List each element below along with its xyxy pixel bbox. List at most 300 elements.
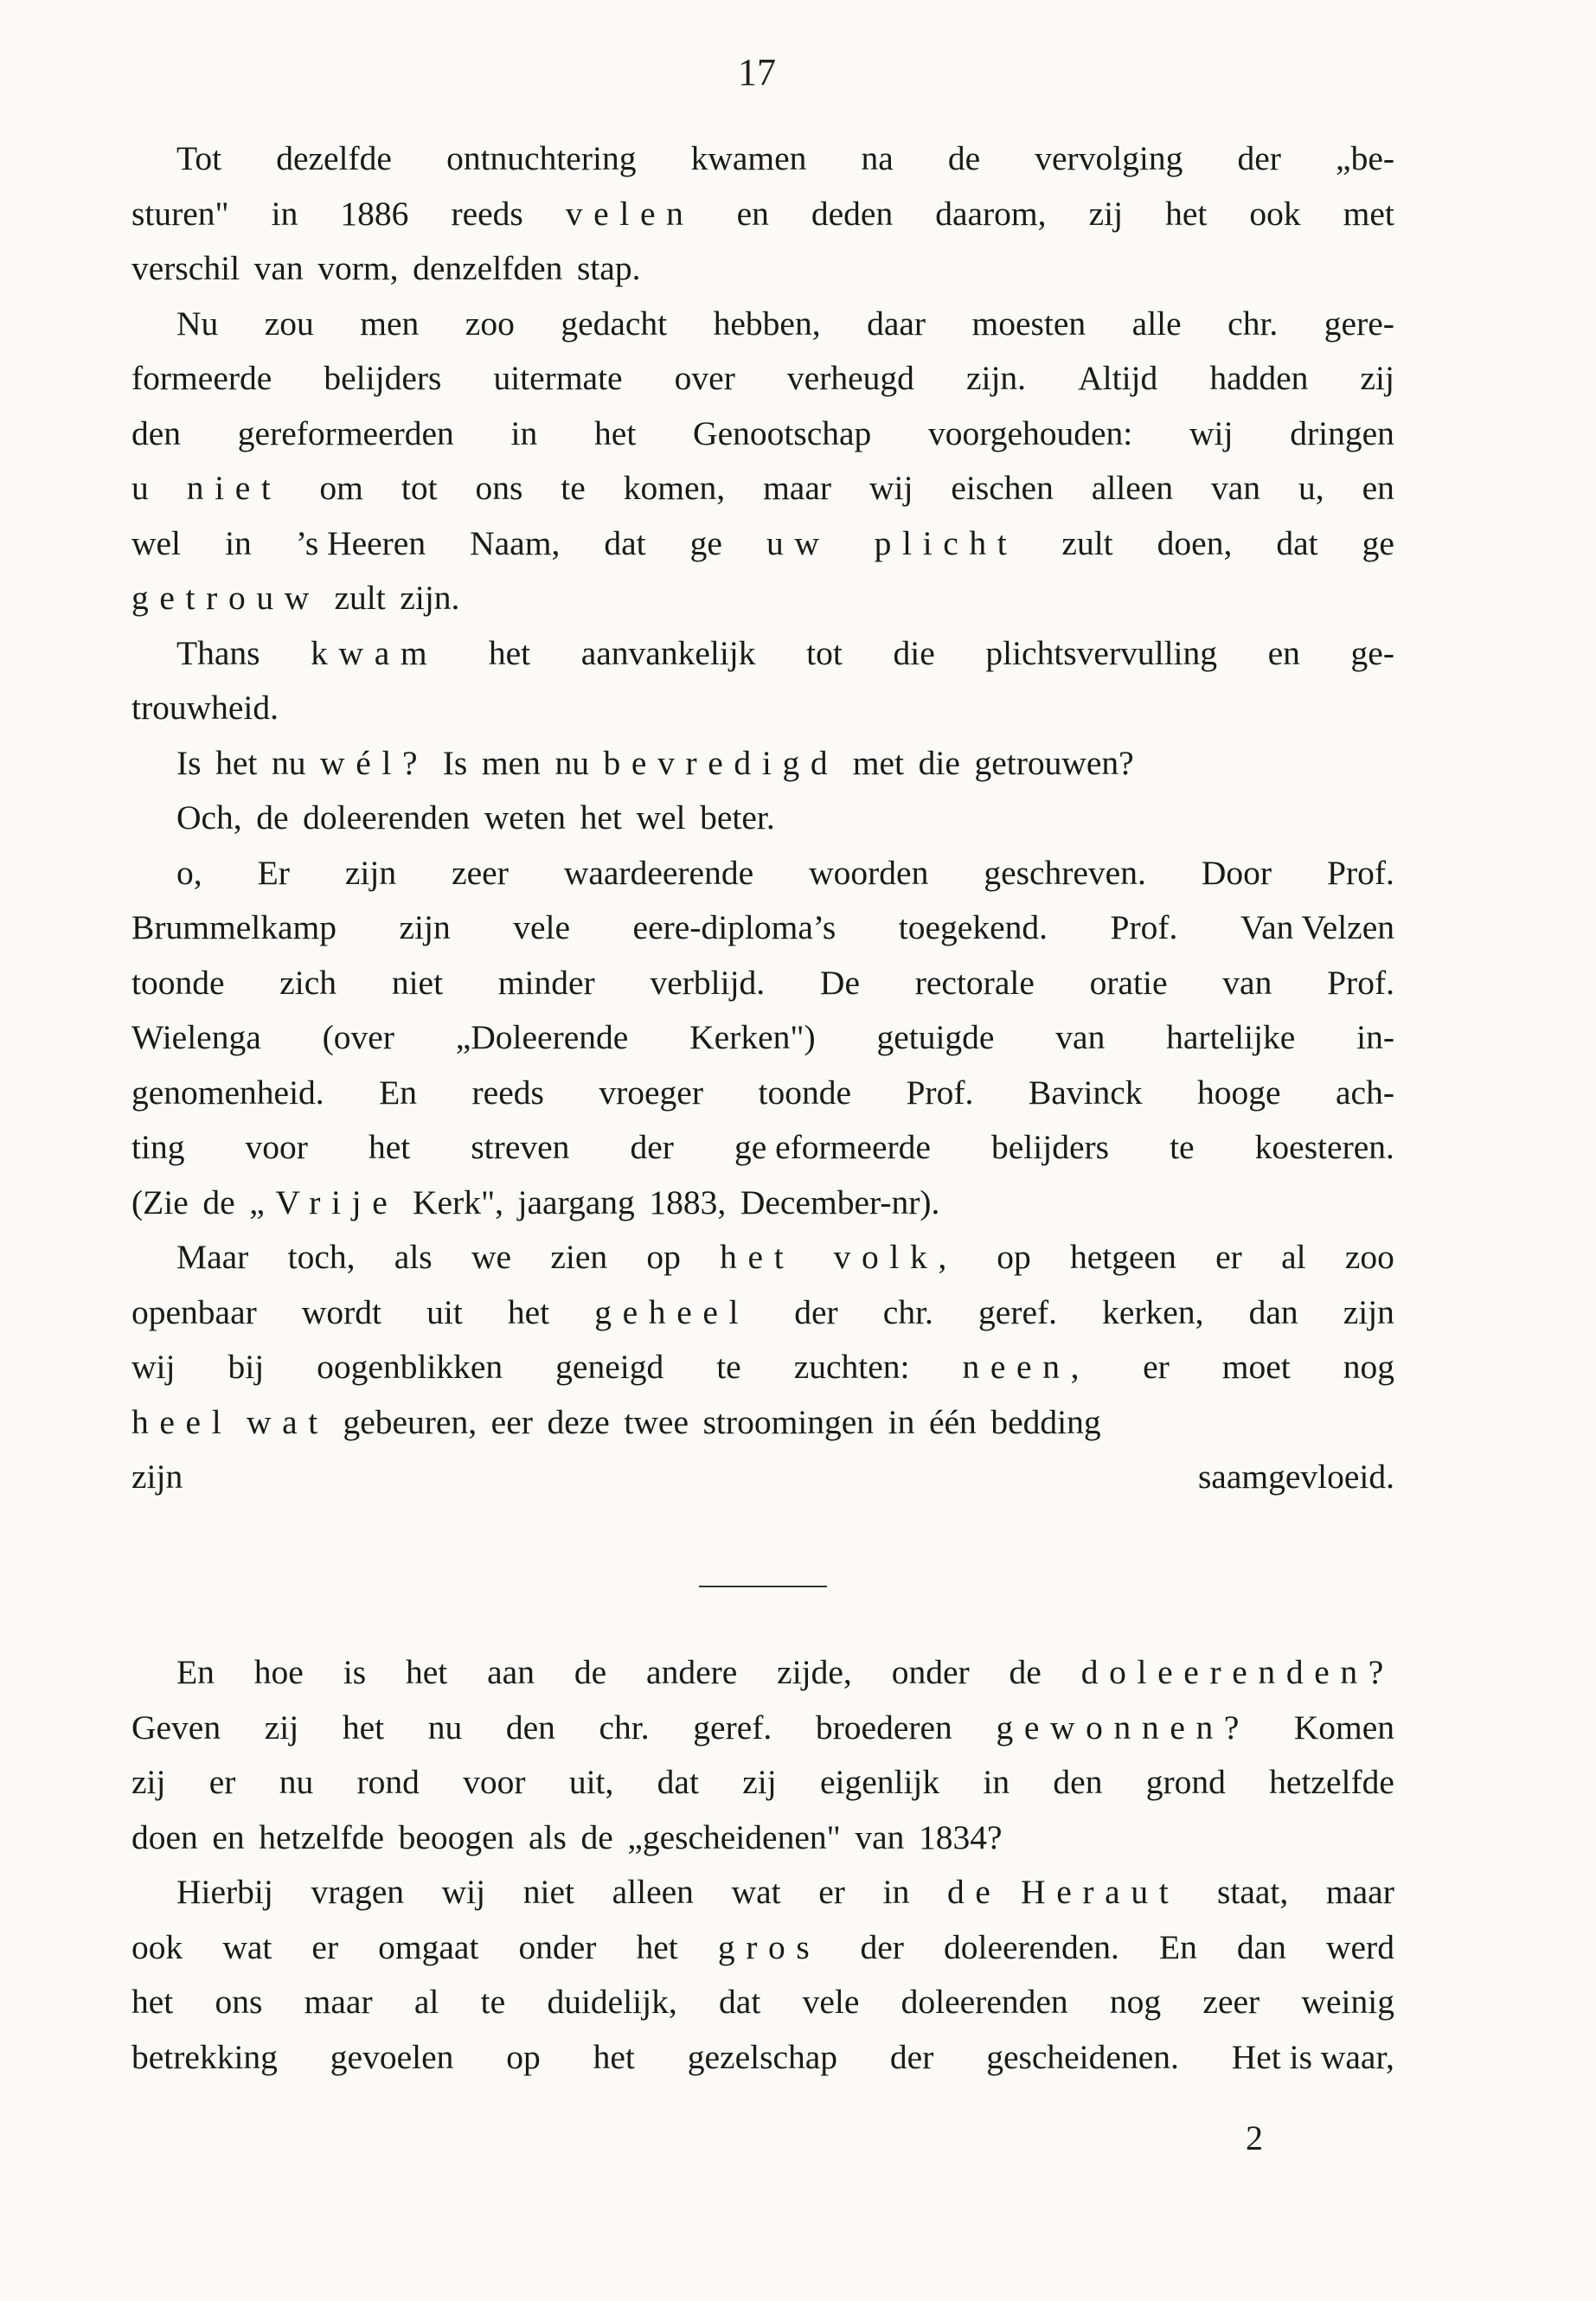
word: zien	[550, 1238, 608, 1276]
word: dringen	[1290, 413, 1394, 452]
text-line	[131, 1645, 1394, 1701]
word: moesten	[971, 304, 1086, 343]
word: twee	[624, 1402, 689, 1441]
word: woorden	[809, 853, 929, 892]
word: alleen	[612, 1873, 694, 1911]
word: ’s Heeren	[295, 523, 426, 562]
word: waardeerende	[563, 853, 754, 892]
word: maar	[304, 1983, 373, 2021]
word: dat	[604, 523, 646, 562]
word: geref.	[978, 1292, 1058, 1331]
word: wat	[222, 1927, 272, 1966]
word: zult	[334, 579, 386, 617]
word: Wielenga	[131, 1018, 261, 1056]
word: aanvankelijk	[580, 633, 756, 672]
word: men	[481, 743, 541, 782]
text-line	[131, 901, 1394, 956]
word: ting	[131, 1128, 185, 1166]
word: het	[507, 1292, 550, 1331]
word: in	[510, 413, 538, 452]
word: wel	[131, 523, 182, 562]
word: het	[405, 1653, 448, 1691]
word: en	[212, 1817, 245, 1856]
word: zijn.	[400, 579, 460, 617]
word: rectorale	[914, 963, 1035, 1002]
word: één	[928, 1402, 977, 1441]
word: in	[271, 194, 298, 233]
word: saamgevloeid.	[1197, 1458, 1394, 1496]
word: die	[918, 743, 960, 782]
page-number: 17	[738, 51, 776, 93]
word: komen,	[623, 469, 726, 507]
word: het	[342, 1708, 385, 1747]
word: Tot	[176, 139, 222, 177]
word: is	[343, 1653, 367, 1691]
word: chr.	[599, 1708, 650, 1747]
word: reeds	[451, 194, 523, 233]
word: geschreven.	[984, 853, 1146, 892]
word: zijn	[399, 908, 451, 946]
word: het	[580, 798, 622, 836]
word: daar	[867, 304, 926, 343]
word: „be-	[1336, 139, 1394, 177]
word: wordt	[301, 1292, 381, 1331]
word: nu	[271, 743, 306, 782]
word: ge-	[1350, 633, 1394, 672]
word: met	[1343, 194, 1394, 233]
word: hoe	[253, 1653, 304, 1691]
word: plicht	[874, 523, 1018, 562]
word: hadden	[1209, 359, 1309, 397]
word: eigenlijk	[819, 1763, 940, 1801]
word: toonde	[131, 963, 225, 1002]
word: op	[997, 1238, 1031, 1276]
word: wij	[1189, 413, 1234, 452]
word: hetzelfde	[1269, 1763, 1394, 1801]
word: alle	[1131, 304, 1182, 343]
word: Is	[442, 743, 468, 782]
word: het	[636, 1927, 678, 1966]
word: vervolging	[1035, 139, 1183, 177]
text-line	[131, 241, 1394, 297]
word: het	[131, 1983, 174, 2021]
word: der	[1237, 139, 1281, 177]
word: niet	[522, 1873, 574, 1911]
word: zijn	[344, 853, 397, 892]
word: Prof.	[1327, 853, 1394, 892]
text-line	[131, 2030, 1394, 2086]
word: geneigd	[555, 1348, 664, 1386]
word: dezelfde	[276, 139, 392, 177]
word: uit	[426, 1292, 463, 1331]
word: gescheidenen.	[986, 2037, 1179, 2076]
word: uitermate	[493, 359, 623, 397]
text-line	[131, 461, 1394, 516]
word: genomenheid.	[131, 1073, 324, 1112]
word: ons	[475, 469, 523, 507]
word: gros	[717, 1927, 821, 1966]
word: in	[983, 1763, 1010, 1801]
word: Och,	[176, 798, 242, 836]
text-line	[131, 571, 1394, 626]
word: ge eformeerde	[734, 1128, 931, 1166]
word: onder	[518, 1927, 597, 1966]
word: Prof.	[1110, 908, 1178, 946]
word: doleerenden	[303, 798, 471, 836]
word: sturen"	[131, 194, 229, 233]
word: weten	[484, 798, 567, 836]
signature-mark: 2	[1246, 2118, 1263, 2157]
word: u	[131, 469, 149, 507]
text-line	[131, 1450, 1394, 1505]
word: daarom,	[935, 194, 1047, 233]
word: beter.	[700, 798, 775, 836]
word: stap.	[576, 249, 641, 287]
word: gebeuren,	[343, 1402, 478, 1441]
word: rond	[356, 1763, 420, 1801]
word: beoogen	[398, 1817, 515, 1856]
word: en	[1267, 633, 1300, 672]
text-line	[131, 1975, 1394, 2030]
word: der	[794, 1292, 838, 1331]
word: uw	[766, 523, 830, 562]
word: over	[674, 359, 735, 397]
word: verblijd.	[650, 963, 766, 1002]
word: Nu	[176, 304, 219, 343]
text-line	[131, 626, 1394, 682]
word: Thans	[176, 633, 260, 672]
word: die	[893, 633, 935, 672]
word: Altijd	[1078, 359, 1158, 397]
word: zoo	[1344, 1238, 1394, 1276]
text-section-1	[131, 131, 1394, 1505]
word: te	[480, 1983, 506, 2021]
word: dat	[1276, 523, 1318, 562]
text-line	[131, 351, 1394, 407]
word: neen,	[962, 1348, 1091, 1386]
word: vroeger	[599, 1073, 703, 1112]
word: de	[202, 1183, 235, 1221]
word: bevredigd	[603, 743, 839, 782]
word: zeer	[452, 853, 509, 892]
word: oratie	[1089, 963, 1168, 1002]
word: vorm,	[317, 249, 399, 287]
word: 1834?	[918, 1817, 1003, 1856]
word: op	[646, 1238, 681, 1276]
word: kwam	[311, 633, 439, 672]
word: te	[561, 469, 586, 507]
word: volk,	[833, 1238, 958, 1276]
word: gedacht	[561, 304, 668, 343]
word: Genootschap	[693, 413, 872, 452]
word: wat	[731, 1873, 781, 1911]
word: broederen	[815, 1708, 952, 1747]
word: Komen	[1293, 1708, 1394, 1747]
text-line	[131, 1701, 1394, 1756]
word: nog	[1109, 1983, 1162, 2021]
word: als	[394, 1238, 433, 1276]
word: eere-diploma’s	[632, 908, 836, 946]
section-separator	[699, 1586, 827, 1587]
text-line	[131, 1010, 1394, 1066]
word: chr.	[882, 1292, 933, 1331]
word: in-	[1356, 1018, 1394, 1056]
word: belijders	[991, 1128, 1110, 1166]
word: getrouw	[131, 579, 320, 617]
word: reeds	[471, 1073, 544, 1112]
word: vele	[802, 1983, 860, 2021]
word: bij	[228, 1348, 265, 1386]
word: dan	[1248, 1292, 1298, 1331]
word: dat	[657, 1763, 699, 1801]
word: aan	[487, 1653, 535, 1691]
word: staat,	[1217, 1873, 1289, 1911]
word: Maar	[176, 1238, 249, 1276]
text-line	[131, 956, 1394, 1011]
word: de	[574, 1653, 607, 1691]
word: 1886	[340, 194, 409, 233]
word: „Vrije	[249, 1183, 399, 1221]
word: stroomingen	[702, 1402, 875, 1441]
word: ge	[1362, 523, 1394, 562]
word: voorgehouden:	[928, 413, 1133, 452]
text-line	[131, 1176, 1394, 1231]
word: En	[176, 1653, 215, 1691]
word: vragen	[311, 1873, 404, 1911]
word: betrekking	[131, 2037, 278, 2076]
word: Prof.	[1327, 963, 1394, 1002]
word: Bavinck	[1028, 1073, 1143, 1112]
word: de Heraut	[946, 1873, 1180, 1911]
word: andere	[646, 1653, 738, 1691]
word: zult	[1061, 523, 1113, 562]
word: wat	[246, 1402, 329, 1441]
word: Geven	[131, 1708, 221, 1747]
word: gewonnen?	[996, 1708, 1251, 1747]
word: ook	[131, 1927, 183, 1966]
word: De	[819, 963, 860, 1002]
word: uit,	[568, 1763, 614, 1801]
word: zij	[264, 1708, 299, 1747]
text-line	[131, 846, 1394, 901]
word: niet	[391, 963, 444, 1002]
text-line	[131, 1285, 1394, 1341]
word: Prof.	[906, 1073, 974, 1112]
word: grond	[1145, 1763, 1226, 1801]
word: den	[1053, 1763, 1103, 1801]
word: toonde	[758, 1073, 851, 1112]
word: nog	[1343, 1348, 1394, 1386]
word: tot	[401, 469, 438, 507]
word: voor	[245, 1128, 308, 1166]
word: kerken,	[1102, 1292, 1204, 1331]
word: om	[319, 469, 363, 507]
word: belijders	[324, 359, 442, 397]
word: 1883,	[649, 1183, 727, 1221]
word: der	[860, 1927, 904, 1966]
word: ontnuchtering	[446, 139, 637, 177]
word: weinig	[1301, 1983, 1394, 2021]
word: te	[1170, 1128, 1195, 1166]
text-line	[131, 187, 1394, 242]
word: van	[1222, 963, 1272, 1002]
text-line	[131, 791, 1394, 846]
word: het	[593, 2037, 635, 2076]
word: met	[852, 743, 905, 782]
word: wij	[131, 1348, 176, 1386]
word: nu	[427, 1708, 463, 1747]
word: ons	[215, 1983, 263, 2021]
word: streven	[471, 1128, 570, 1166]
word: Kerk",	[413, 1183, 503, 1221]
text-line	[131, 736, 1394, 792]
word: ge	[689, 523, 722, 562]
word: Kerken")	[689, 1018, 816, 1056]
word: maar	[1325, 1873, 1394, 1911]
word: toegekend.	[898, 908, 1048, 946]
word: als	[528, 1817, 567, 1856]
word: het	[594, 413, 637, 452]
word: maar	[763, 469, 832, 507]
text-line	[131, 1066, 1394, 1121]
word: van	[1055, 1018, 1106, 1056]
text-line	[131, 516, 1394, 572]
text-line	[131, 1340, 1394, 1395]
word: hetzelfde	[259, 1817, 384, 1856]
text-line	[131, 1120, 1394, 1176]
word: van	[855, 1817, 905, 1856]
word: u,	[1298, 469, 1324, 507]
word: Brummelkamp	[131, 908, 337, 946]
word: doleerenden	[901, 1983, 1068, 2021]
word: openbaar	[131, 1292, 257, 1331]
word: en	[1362, 469, 1394, 507]
word: formeerde	[131, 359, 272, 397]
word: (over	[322, 1018, 394, 1056]
word: gevoelen	[330, 2037, 454, 2076]
word: van	[1211, 469, 1261, 507]
word: vele	[513, 908, 571, 946]
word: zijde,	[777, 1653, 852, 1691]
word: de	[256, 798, 289, 836]
word: denzelfden	[413, 249, 563, 287]
word: „gescheidenen"	[627, 1817, 841, 1856]
word: op	[506, 2037, 541, 2076]
word: nu	[554, 743, 589, 782]
word: den	[505, 1708, 555, 1747]
word: het	[720, 1238, 795, 1276]
word: doen,	[1157, 523, 1233, 562]
word: eischen	[951, 469, 1054, 507]
word: getuigde	[876, 1018, 995, 1056]
word: al	[1281, 1238, 1306, 1276]
word: trouwheid.	[131, 689, 279, 727]
word: Naam,	[470, 523, 561, 562]
word: chr.	[1227, 304, 1279, 343]
word: het	[215, 743, 258, 782]
word: wél?	[320, 743, 429, 782]
word: alleen	[1091, 469, 1174, 507]
word: er	[311, 1927, 339, 1966]
word: er	[1143, 1348, 1170, 1386]
word: Het is waar,	[1231, 2037, 1394, 2076]
word: Door	[1201, 853, 1272, 892]
word: we	[471, 1238, 512, 1276]
word: verschil	[131, 249, 240, 287]
word: zich	[279, 963, 337, 1002]
word: in	[882, 1873, 910, 1911]
word: gere-	[1324, 304, 1394, 343]
word: zijn	[1343, 1292, 1394, 1331]
word: er	[818, 1873, 845, 1911]
word: geheel	[594, 1292, 750, 1331]
word: Van Velzen	[1240, 908, 1394, 946]
word: zij	[131, 1763, 166, 1801]
word: te	[716, 1348, 741, 1386]
text-line	[131, 1811, 1394, 1866]
word: geref.	[693, 1708, 772, 1747]
word: gereformeerden	[237, 413, 454, 452]
word: velen	[565, 194, 695, 233]
text-line	[131, 131, 1394, 187]
word: deden	[811, 194, 894, 233]
word: er	[1215, 1238, 1242, 1276]
word: wel	[636, 798, 686, 836]
word: het	[1165, 194, 1208, 233]
word: kwamen	[690, 139, 807, 177]
word: jaargang	[517, 1183, 635, 1221]
word: zuchten:	[793, 1348, 910, 1386]
word: zijn.	[965, 359, 1027, 397]
text-line	[131, 681, 1394, 736]
word: hebben,	[713, 304, 821, 343]
word: zoo	[465, 304, 515, 343]
word: hetgeen	[1070, 1238, 1176, 1276]
word: Er	[257, 853, 290, 892]
word: zijn	[131, 1458, 183, 1496]
word: van	[253, 249, 304, 287]
word: zij	[1088, 194, 1124, 233]
text-line	[131, 1755, 1394, 1811]
word: zeer	[1202, 1983, 1260, 2021]
word: er	[208, 1763, 236, 1801]
word: in	[888, 1402, 915, 1441]
word: nu	[279, 1763, 314, 1801]
word: gezelschap	[687, 2037, 838, 2076]
word: werd	[1326, 1927, 1394, 1966]
word: En	[1158, 1927, 1197, 1966]
word: heel	[131, 1402, 233, 1441]
word: (Zie	[131, 1183, 189, 1221]
word: Is	[176, 743, 202, 782]
word: En	[379, 1073, 418, 1112]
word: de	[1009, 1653, 1042, 1691]
word: het	[368, 1128, 411, 1166]
word: in	[225, 523, 252, 562]
word: omgaat	[378, 1927, 479, 1966]
text-line	[131, 407, 1394, 462]
word: der	[630, 1128, 674, 1166]
word: wij	[869, 469, 913, 507]
word: eer	[490, 1402, 533, 1441]
word: den	[131, 413, 182, 452]
word: het	[488, 633, 531, 672]
word: der	[889, 2037, 934, 2076]
text-line	[131, 297, 1394, 352]
word: oogenblikken	[317, 1348, 503, 1386]
word: December-nr).	[740, 1183, 940, 1221]
word: na	[861, 139, 894, 177]
